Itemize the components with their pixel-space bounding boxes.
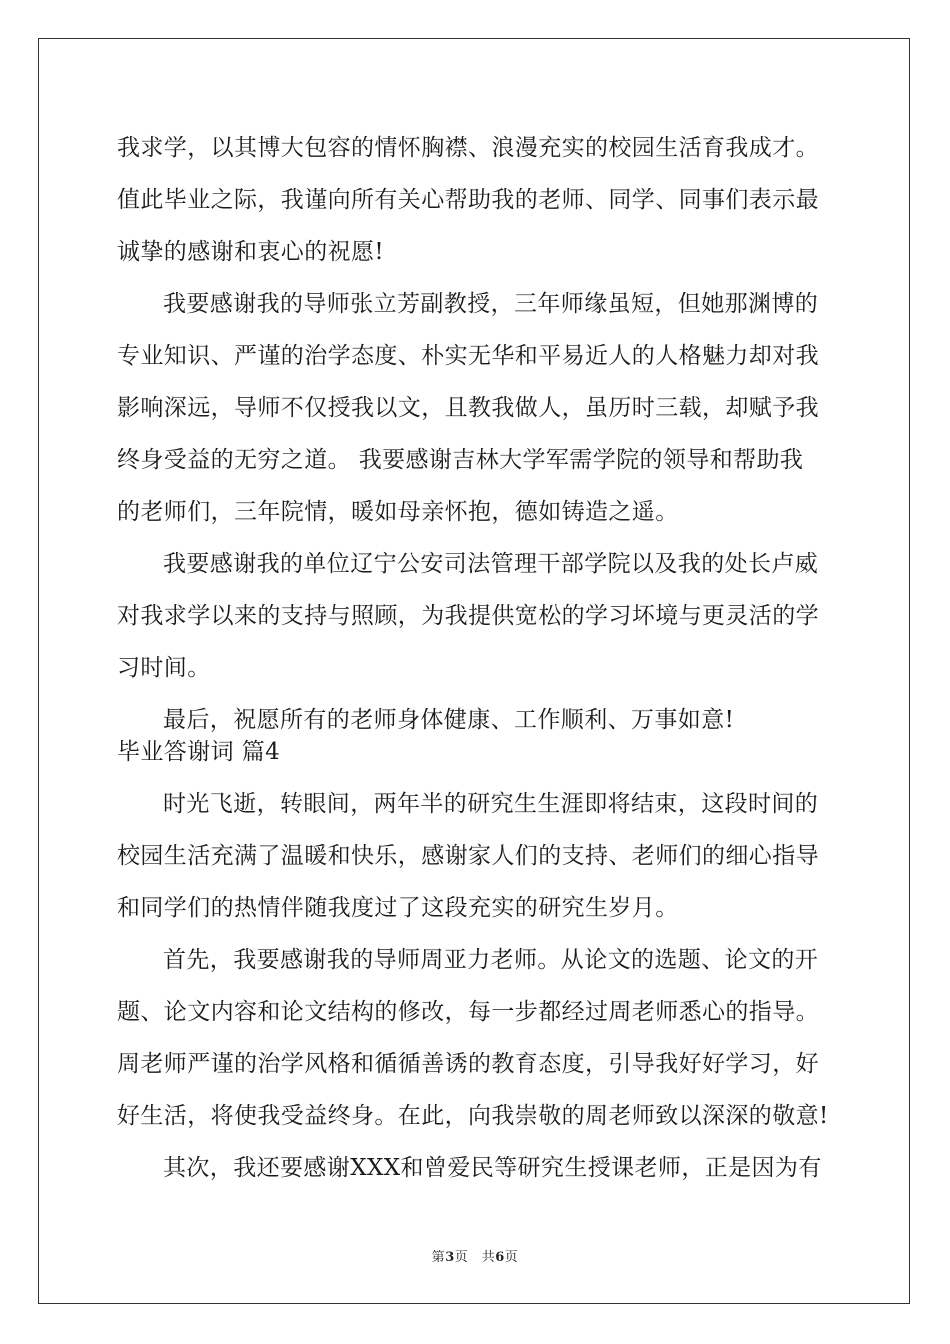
paragraph-start: 我要感谢我的单位辽宁公安司法管理干部学院以及我的处长卢威 xyxy=(163,551,819,577)
text-line: 值此毕业之际，我谨向所有关心帮助我的老师、同学、同事们表示最 xyxy=(117,187,819,213)
text-line: 好生活，将使我受益终身。在此，向我崇敬的周老师致以深深的敬意! xyxy=(117,1103,829,1129)
text-line: 校园生活充满了温暖和快乐，感谢家人们的支持、老师们的细心指导 xyxy=(117,843,819,869)
text-line: 诚挚的感谢和衷心的祝愿! xyxy=(117,239,385,265)
paragraph-start: 时光飞逝，转眼间，两年半的研究生生涯即将结束，这段时间的 xyxy=(163,791,819,817)
text-line: 和同学们的热情伴随我度过了这段充实的研究生岁月。 xyxy=(117,895,679,921)
text-line: 题、论文内容和论文结构的修改，每一步都经过周老师悉心的指导。 xyxy=(117,999,819,1025)
paragraph-start: 其次，我还要感谢XXX和曾爱民等研究生授课老师，正是因为有 xyxy=(163,1155,822,1181)
section-heading: 毕业答谢词 篇4 xyxy=(117,739,281,765)
paragraph-start: 最后，祝愿所有的老师身体健康、工作顺利、万事如意! xyxy=(163,707,735,733)
page-number-suffix: 页 xyxy=(504,1250,519,1265)
text-line: 影响深远，导师不仅授我以文，且教我做人，虽历时三载，却赋予我 xyxy=(117,395,819,421)
text-line: 习时间。 xyxy=(117,655,211,681)
total-page-count: 6 xyxy=(495,1250,505,1265)
page-number-prefix: 第 xyxy=(431,1250,446,1265)
current-page-number: 3 xyxy=(445,1250,455,1265)
page-footer xyxy=(0,1246,950,1265)
text-line: 的老师们，三年院情，暖如母亲怀抱，德如铸造之遥。 xyxy=(117,499,679,525)
text-line: 周老师严谨的治学风格和循循善诱的教育态度，引导我好好学习，好 xyxy=(117,1051,819,1077)
text-line: 我求学，以其博大包容的情怀胸襟、浪漫充实的校园生活育我成才。 xyxy=(117,135,819,161)
text-line: 专业知识、严谨的治学态度、朴实无华和平易近人的人格魅力却对我 xyxy=(117,343,819,369)
text-line: 终身受益的无穷之道。 我要感谢吉林大学军需学院的领导和帮助我 xyxy=(117,447,804,473)
text-line: 对我求学以来的支持与照顾，为我提供宽松的学习坏境与更灵活的学 xyxy=(117,603,819,629)
paragraph-start: 首先，我要感谢我的导师周亚力老师。从论文的选题、论文的开 xyxy=(163,947,819,973)
page-number-separator: 页 共 xyxy=(454,1250,496,1265)
paragraph-start: 我要感谢我的导师张立芳副教授，三年师缘虽短，但她那渊博的 xyxy=(163,291,819,317)
